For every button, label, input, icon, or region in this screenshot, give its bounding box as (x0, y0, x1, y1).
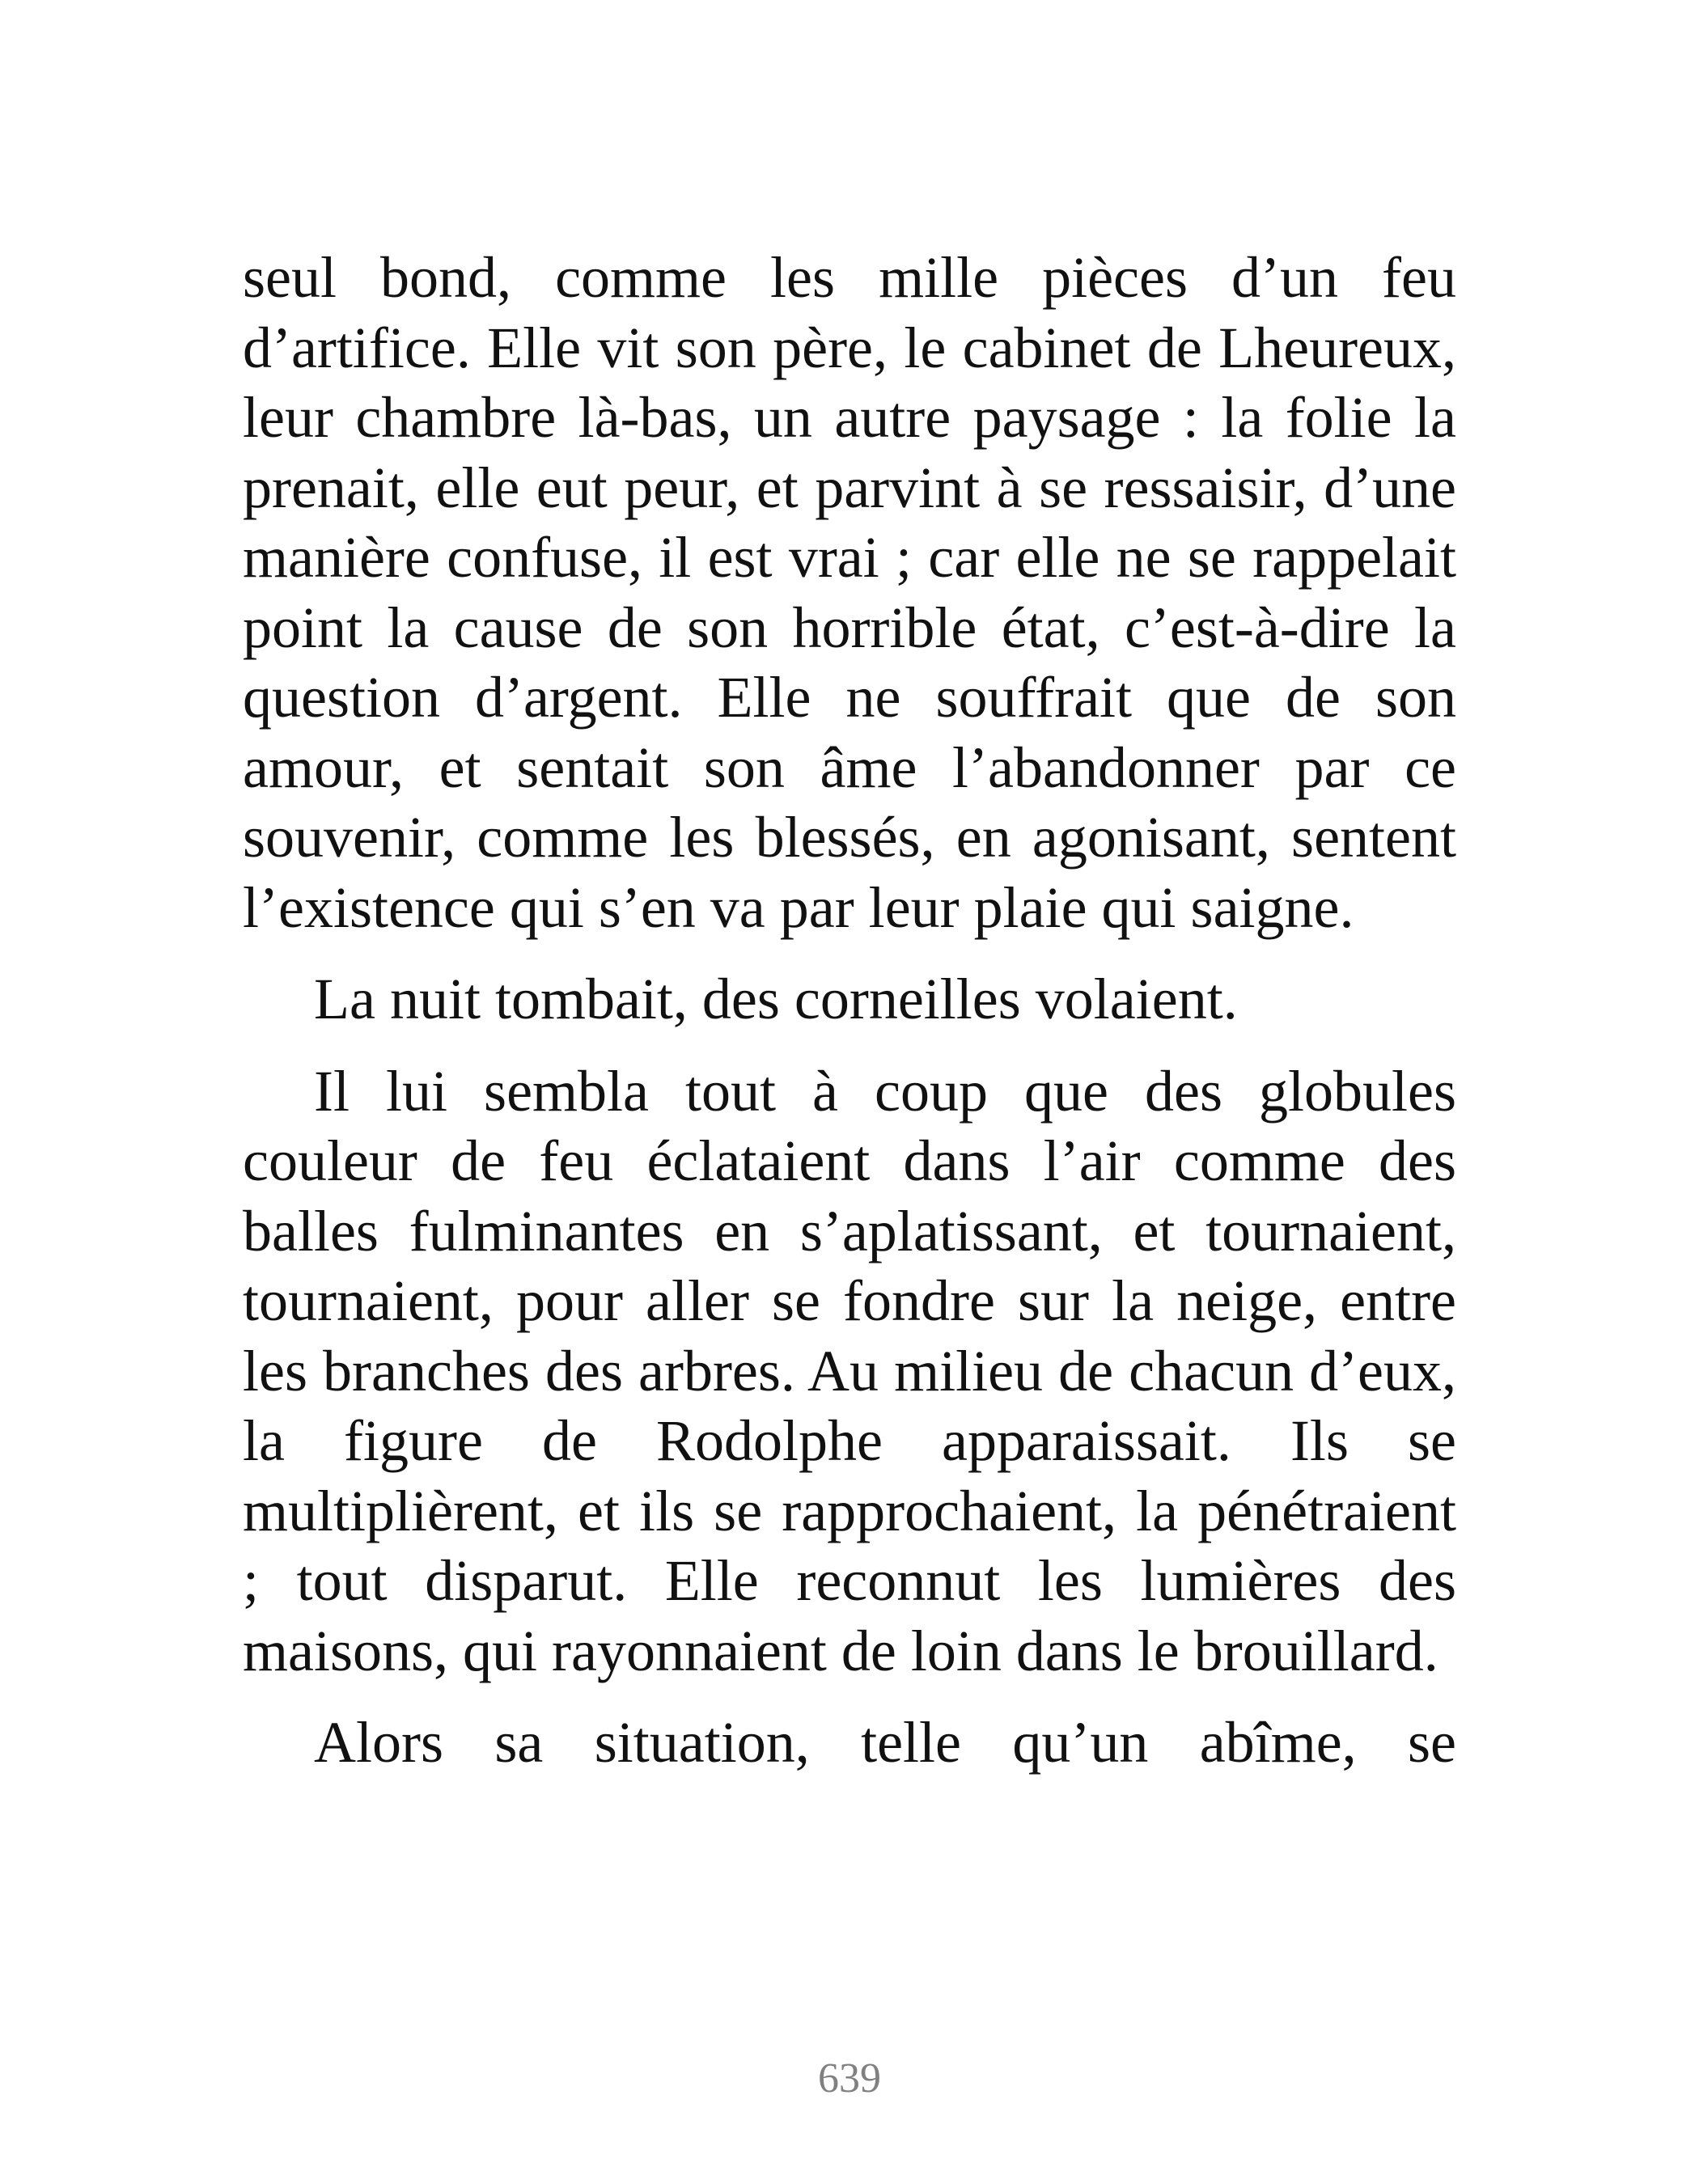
paragraph-4: Alors sa situation, telle qu’un abîme, se (314, 1710, 1456, 1775)
paragraph-1: seul bond, comme les mille pièces d’un feu d’artifice. Elle vit son père, le cabinet de Lheureux, leur chambre là-bas, un autre paysage : la folie la prenait, elle eut peur, et parvint à se ressaisir, d’une manière confuse, il est vrai ; car elle ne se rappelait point la cause de son horrible état, c’est-à-dire la question d’argent. Elle ne souffrait que de son amour, et sentait son âme l’abandonner par ce souvenir, comme les blessés, en agonisant, sentent l’existence qui s’en va par leur plaie qui saigne. (243, 245, 1456, 940)
page-number: 639 (818, 2055, 881, 2101)
paragraph-3: Il lui sembla tout à coup que des globules couleur de feu éclataient dans l’air comme des balles fulminantes en s’aplatissant, et tournaient, tournaient, pour aller se fondre sur la neige, entre les branches des arbres. Au milieu de chacun d’eux, la figure de Rodolphe apparaissait. Ils se multiplièrent, et ils se rapprochaient, la pénétraient ; tout disparut. Elle reconnut les lumières des maisons, qui rayonnaient de loin dans le brouillard. (243, 1058, 1456, 1683)
paragraph-2: La nuit tombait, des corneilles volaient. (314, 967, 1238, 1031)
page-body (243, 243, 1456, 1778)
